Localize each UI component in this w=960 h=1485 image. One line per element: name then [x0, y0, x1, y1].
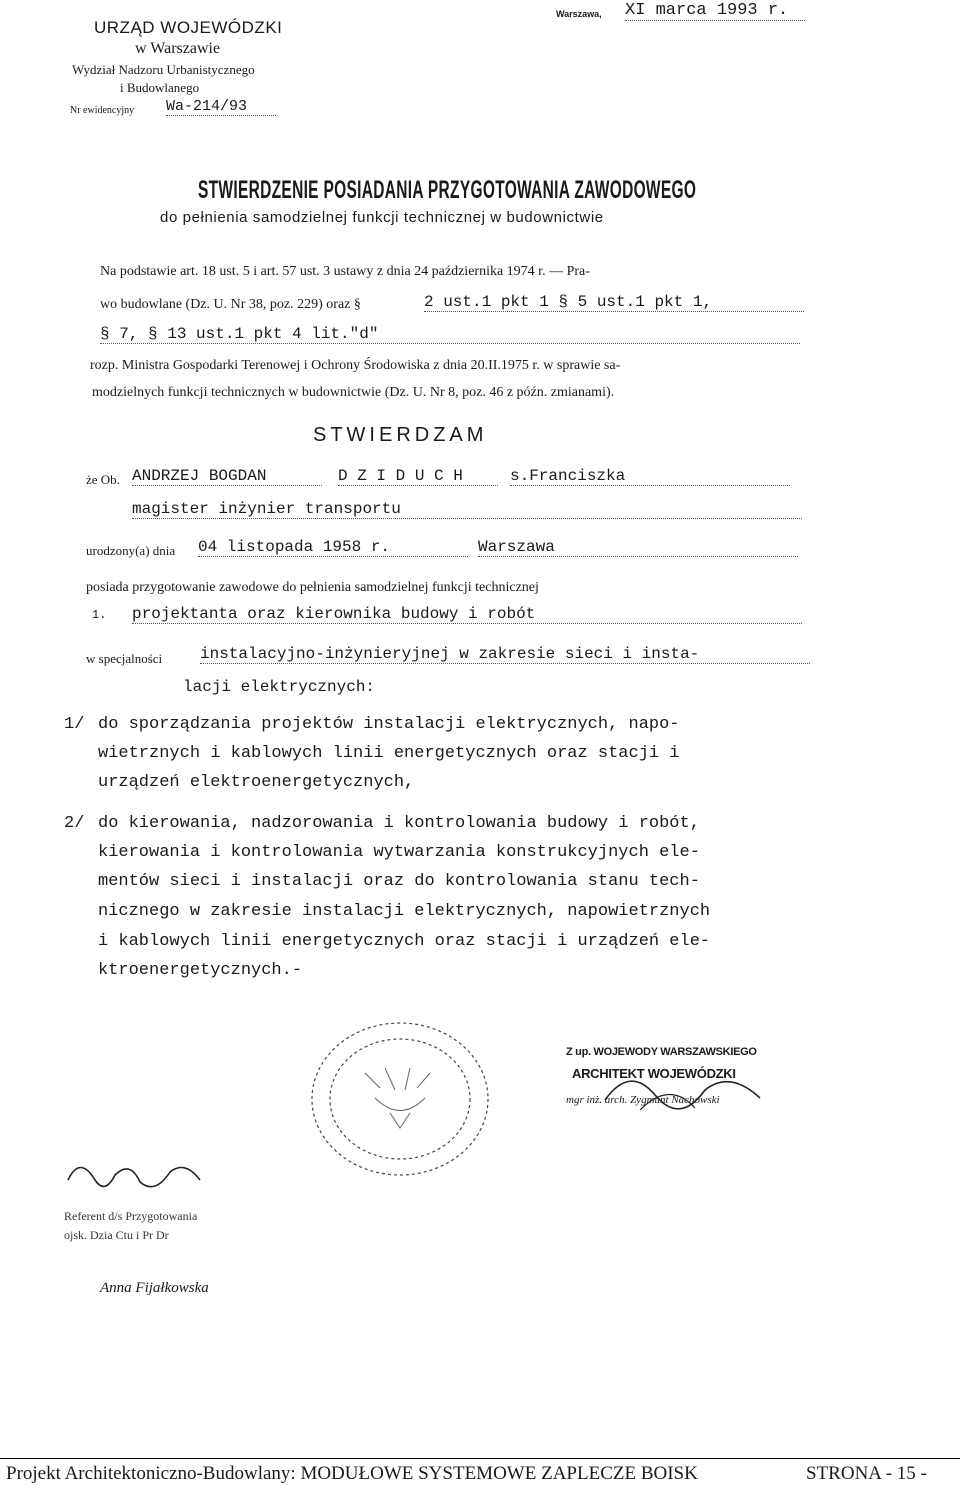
scope-item-2-line-1: do kierowania, nadzorowania i kontrolowania budowy i robót,: [98, 814, 700, 833]
person-surname: D Z I D U C H: [338, 467, 498, 486]
clerk-signature-line-3: Anna Fijałkowska: [100, 1280, 209, 1296]
scope-item-2-line-5: i kablowych linii energetycznych oraz stacji i urządzeń ele-: [98, 932, 711, 951]
function-description: projektanta oraz kierownika budowy i robót: [132, 605, 802, 624]
scope-item-2-number: 2/: [64, 814, 85, 833]
scope-item-2-line-6: ktroenergetycznych.-: [98, 961, 303, 980]
clerk-signature-line-1: Referent d/s Przygotowania: [64, 1209, 198, 1223]
person-professional-title: magister inżynier transportu: [132, 500, 802, 519]
birth-date: 04 listopada 1958 r.: [198, 538, 468, 557]
legal-basis-line-4: rozp. Ministra Gospodarki Terenowej i Ochrony Środowiska z dnia 20.II.1975 r. w sprawie sa-: [90, 358, 621, 373]
official-seal-stamp: [305, 1018, 495, 1180]
authority-signature-line-2: ARCHITEKT WOJEWÓDZKI: [572, 1066, 736, 1081]
registration-number: Wa-214/93: [166, 98, 276, 116]
footer-project-title: Projekt Architektoniczno-Budowlany: MODUŁOWE SYSTEMOWE ZAPLECZE BOISK: [6, 1463, 698, 1484]
birth-place: Warszawa: [478, 538, 798, 557]
legal-basis-line-1: Na podstawie art. 18 ust. 5 i art. 57 ust. 3 ustawy z dnia 24 października 1974 r. — Pra-: [100, 264, 590, 279]
specialty-label: w specjalności: [86, 651, 163, 666]
scope-item-2-line-3: mentów sieci i instalacji oraz do kontrolowania stanu tech-: [98, 872, 700, 891]
footer-rule: [0, 1458, 960, 1459]
scope-item-2-line-4: nicznego w zakresie instalacji elektrycznych, napowietrznych: [98, 902, 711, 921]
scope-item-1-number: 1/: [64, 715, 85, 734]
person-first-names: ANDRZEJ BOGDAN: [132, 467, 322, 486]
legal-basis-line-5: modzielnych funkcji technicznych w budownictwie (Dz. U. Nr 8, poz. 46 z późn. zmianami).: [92, 385, 615, 400]
scope-item-1-line-2: wietrznych i kablowych linii energetycznych oraz stacji i: [98, 744, 680, 763]
department-line-1: Wydział Nadzoru Urbanistycznego: [72, 62, 255, 77]
department-line-2: i Budowlanego: [120, 80, 200, 95]
legal-basis-line-2-typed: 2 ust.1 pkt 1 § 5 ust.1 pkt 1,: [424, 293, 804, 312]
legal-basis-line-3-typed: § 7, § 13 ust.1 pkt 4 lit."d": [100, 325, 800, 344]
handwritten-signature-left: [60, 1150, 220, 1200]
specialty-description: instalacyjno-inżynieryjnej w zakresie sieci i insta-: [200, 645, 810, 664]
footer-page-number: STRONA - 15 -: [806, 1463, 927, 1484]
authority-signature-line-1: Z up. WOJEWODY WARSZAWSKIEGO: [566, 1046, 757, 1058]
issue-date: XI marca 1993 r.: [625, 1, 805, 21]
scope-item-1-line-1: do sporządzania projektów instalacji elektrycznych, napo-: [98, 715, 680, 734]
stwierdzam-heading: STWIERDZAM: [313, 424, 488, 446]
document-title: STWIERDZENIE POSIADANIA PRZYGOTOWANIA ZAWODOWEGO: [198, 176, 697, 204]
birth-date-label: urodzony(a) dnia: [86, 543, 176, 558]
clerk-signature-line-2: ojsk. Dzia Ctu i Pr Dr: [64, 1228, 169, 1242]
authority-name: URZĄD WOJEWÓDZKI: [94, 18, 283, 37]
specialty-description-cont: lacji elektrycznych:: [183, 678, 376, 696]
handwritten-signature-right: [600, 1060, 770, 1120]
document-subtitle: do pełnienia samodzielnej funkcji technicznej w budownictwie: [160, 209, 604, 226]
registration-label: Nr ewidencyjny: [70, 105, 135, 116]
legal-basis-line-2-prefix: wo budowlane (Dz. U. Nr 38, poz. 229) oraz §: [100, 297, 361, 312]
scope-item-1-line-3: urządzeń elektroenergetycznych,: [98, 773, 415, 792]
qualification-statement: posiada przygotowanie zawodowe do pełnienia samodzielnej funkcji technicznej: [86, 580, 539, 595]
person-father-name: s.Franciszka: [510, 467, 790, 486]
place-label: Warszawa,: [556, 9, 602, 19]
authority-signature-line-3: mgr inż. arch. Zygmunt Nachowski: [566, 1094, 720, 1106]
function-number: 1.: [92, 608, 107, 622]
scope-item-2-line-2: kierowania i kontrolowania wytwarzania konstrukcyjnych ele-: [98, 843, 700, 862]
person-label: że Ob.: [86, 472, 120, 487]
authority-city: w Warszawie: [135, 40, 221, 57]
